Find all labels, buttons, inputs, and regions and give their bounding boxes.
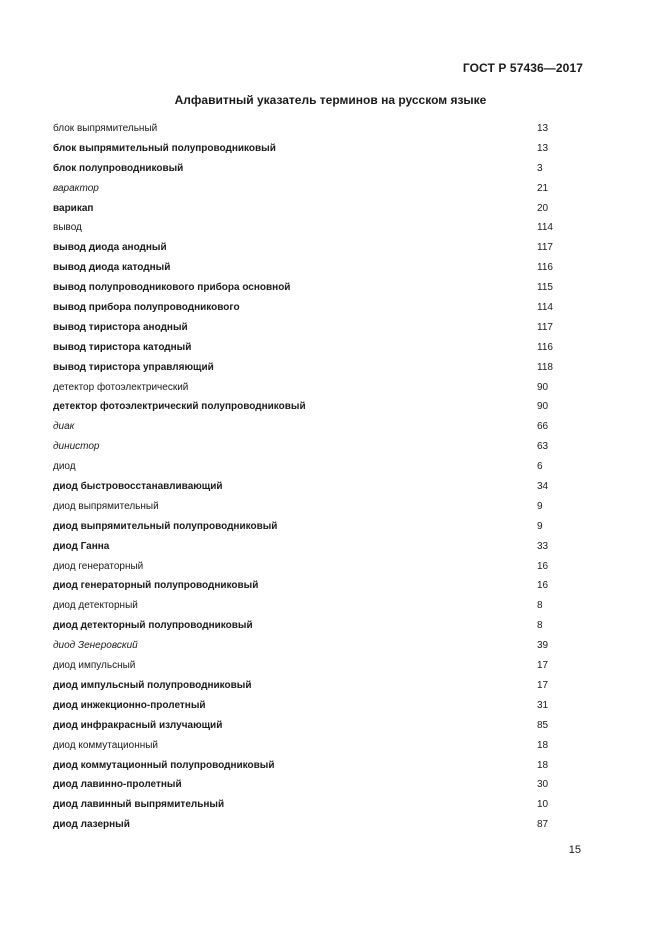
- index-entry-page: 31: [537, 699, 549, 711]
- index-entry: [53, 517, 573, 537]
- index-entry-page: 13: [537, 123, 549, 134]
- index-entry-page: 90: [537, 381, 549, 393]
- index-entry-term: блок полупроводниковый: [53, 162, 184, 174]
- index-entry-term: вывод тиристора управляющий: [53, 361, 214, 373]
- index-entry: [53, 557, 573, 577]
- index-entry-term: варикап: [53, 202, 94, 214]
- index-entry: [53, 736, 573, 756]
- index-entry-page: 6: [537, 461, 543, 473]
- index-entry-term: диод выпрямительный полупроводниковый: [53, 520, 278, 532]
- index-entry: [53, 318, 573, 338]
- index-entry: [53, 397, 573, 417]
- index-entry-page: 90: [537, 401, 549, 413]
- index-entry-page: 30: [537, 779, 549, 791]
- index-entry-term: вывод прибора полупроводникового: [53, 302, 240, 314]
- index-entry: [53, 258, 573, 278]
- index-entry: [53, 199, 573, 219]
- index-entry-page: 117: [537, 321, 553, 333]
- index-entry-page: 118: [537, 361, 553, 373]
- index-entry: [53, 238, 573, 258]
- index-entry-page: 66: [537, 421, 549, 433]
- index-entry: [53, 656, 573, 676]
- index-entry-page: 18: [537, 759, 549, 771]
- index-entry-term: диод выпрямительный: [53, 500, 159, 512]
- index-entry: [53, 696, 573, 716]
- index-entry: [53, 716, 573, 736]
- index-entry-term: диод быстровосстанавливающий: [53, 481, 223, 493]
- index-entry-page: 17: [537, 679, 549, 691]
- index-entry: [53, 338, 573, 358]
- index-entry-term: вывод тиристора катодный: [53, 341, 192, 353]
- index-entry-term: вывод диода анодный: [53, 242, 167, 254]
- index-entry-term: диод коммутационный полупроводниковый: [53, 759, 275, 771]
- index-entry-page: 21: [537, 182, 549, 194]
- index-entry-page: 8: [537, 620, 543, 632]
- index-entry: [53, 278, 573, 298]
- index-entry-term: варактор: [53, 182, 99, 194]
- index-entry-page: 9: [537, 500, 543, 512]
- index-entry-term: вывод тиристора анодный: [53, 321, 188, 333]
- index-entry-page: 3: [537, 162, 543, 174]
- index-entry: [53, 179, 573, 199]
- index-entry: [53, 437, 573, 457]
- index-entry: [53, 815, 573, 835]
- index-entry-page: 13: [537, 142, 549, 154]
- index-entry: [53, 159, 573, 179]
- index-entry-term: вывод: [53, 222, 82, 234]
- index-entry-term: диод генераторный полупроводниковый: [53, 580, 259, 592]
- index-entry-page: 115: [537, 282, 553, 294]
- index-entry-page: 17: [537, 660, 549, 672]
- index-title: Алфавитный указатель терминов на русском языке: [174, 93, 487, 107]
- index-entry: [53, 795, 573, 815]
- index-entry-page: 16: [537, 560, 549, 572]
- index-entry-term: блок выпрямительный полупроводниковый: [53, 142, 276, 154]
- index-entry-page: 9: [537, 520, 543, 532]
- index-entry: [53, 596, 573, 616]
- index-entry: [53, 497, 573, 517]
- index-entry-page: 10: [537, 799, 549, 811]
- index-entry-term: диод генераторный: [53, 560, 144, 572]
- index-entry: [53, 477, 573, 497]
- index-entry-page: 18: [537, 739, 549, 751]
- index-entry-list: [53, 119, 573, 835]
- index-entry: [53, 537, 573, 557]
- index-entry-page: 63: [537, 441, 549, 453]
- index-entry-page: 39: [537, 640, 549, 652]
- page-number: 15: [568, 844, 581, 856]
- index-entry-term: диод импульсный: [53, 660, 136, 672]
- index-entry: [53, 298, 573, 318]
- index-entry-term: вывод диода катодный: [53, 262, 171, 274]
- index-entry-term: диод инфракрасный излучающий: [53, 719, 223, 731]
- index-entry: [53, 417, 573, 437]
- index-entry: [53, 139, 573, 159]
- index-entry-term: детектор фотоэлектрический: [53, 381, 189, 393]
- index-entry-term: диод детекторный: [53, 600, 138, 612]
- index-entry: [53, 119, 573, 139]
- index-entry-term: диод лавинно-пролетный: [53, 779, 182, 791]
- index-entry-term: диак: [53, 421, 75, 433]
- index-entry-page: 85: [537, 719, 549, 731]
- index-entry-term: диод лавинный выпрямительный: [53, 799, 225, 811]
- index-entry: [53, 457, 573, 477]
- index-entry-term: динистор: [53, 441, 100, 453]
- index-entry: [53, 616, 573, 636]
- index-entry-term: блок выпрямительный: [53, 123, 158, 134]
- index-entry: [53, 358, 573, 378]
- index-entry-page: 87: [537, 819, 549, 831]
- index-entry-term: диод коммутационный: [53, 739, 159, 751]
- index-entry-term: диод лазерный: [53, 819, 130, 831]
- index-entry: [53, 218, 573, 238]
- index-entry: [53, 576, 573, 596]
- index-entry-term: диод Зенеровский: [53, 640, 138, 652]
- index-entry-term: диод: [53, 461, 76, 473]
- index-entry: [53, 775, 573, 795]
- index-entry-term: вывод полупроводникового прибора основной: [53, 282, 291, 294]
- index-entry-page: 8: [537, 600, 543, 612]
- index-entry-page: 16: [537, 580, 549, 592]
- index-entry-page: 114: [537, 222, 553, 234]
- index-entry: [53, 756, 573, 776]
- index-entry-page: 116: [537, 341, 553, 353]
- index-entry-page: 33: [537, 540, 549, 552]
- index-entry-page: 117: [537, 242, 553, 254]
- index-entry-page: 114: [537, 302, 553, 314]
- index-entry: [53, 636, 573, 656]
- index-entry: [53, 378, 573, 398]
- index-entry-term: детектор фотоэлектрический полупроводниковый: [53, 401, 306, 413]
- index-entry: [53, 676, 573, 696]
- document-code-header: ГОСТ Р 57436—2017: [462, 61, 583, 75]
- index-entry-term: диод импульсный полупроводниковый: [53, 679, 252, 691]
- index-entry-page: 34: [537, 481, 549, 493]
- index-entry-term: диод инжекционно-пролетный: [53, 699, 206, 711]
- index-entry-page: 116: [537, 262, 553, 274]
- index-entry-term: диод детекторный полупроводниковый: [53, 620, 253, 632]
- index-entry-term: диод Ганна: [53, 540, 110, 552]
- index-entry-page: 20: [537, 202, 549, 214]
